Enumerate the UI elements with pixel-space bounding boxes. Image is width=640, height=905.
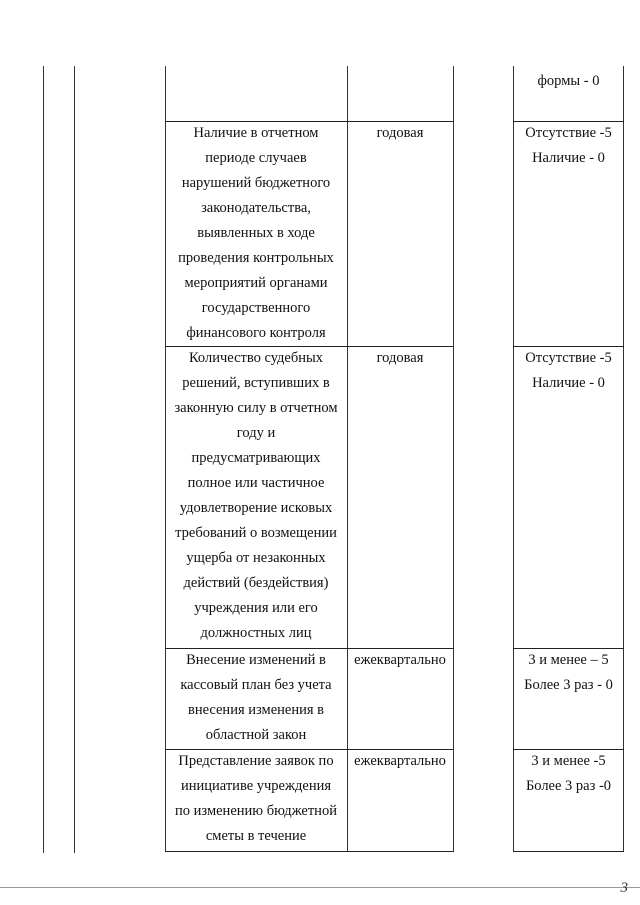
criterion-line: периоде случаев (205, 150, 307, 166)
left-border-line (43, 66, 44, 853)
table-border (623, 66, 624, 852)
criterion-line: сметы в течение (205, 828, 307, 844)
criterion-line: государственного (201, 300, 311, 316)
score-cell (513, 66, 624, 94)
page-number: 3 (620, 880, 628, 896)
criterion-line: областной закон (205, 727, 307, 743)
frequency-text: годовая (376, 350, 424, 366)
score-line: Наличие - 0 (532, 375, 605, 391)
criterion-cell (165, 749, 347, 849)
criterion-line: году и (236, 425, 276, 441)
score-cell (513, 749, 624, 799)
criterion-line: должностных лиц (200, 625, 312, 641)
criterion-line: ущерба от незаконных (186, 550, 326, 566)
page-bottom-rule (0, 887, 640, 888)
criterion-line: нарушений бюджетного (181, 175, 331, 191)
criterion-line: мероприятий органами (184, 275, 328, 291)
criterion-cell (165, 648, 347, 748)
row-divider (165, 851, 454, 852)
criterion-cell (165, 121, 347, 346)
score-cell (513, 121, 624, 171)
frequency-cell (347, 346, 453, 371)
criterion-line: законодательства, (201, 200, 311, 216)
frequency-text: годовая (376, 125, 424, 141)
table-border (453, 66, 454, 852)
criterion-line: внесения изменения в (187, 702, 324, 718)
score-line: 3 и менее -5 (531, 753, 606, 769)
score-line: Наличие - 0 (532, 150, 605, 166)
criterion-line: Представление заявок по (178, 753, 334, 769)
criterion-line: Наличие в отчетном (193, 125, 319, 141)
frequency-cell (347, 121, 453, 146)
criterion-line: предусматривающих (191, 450, 321, 466)
score-line: Отсутствие -5 (525, 125, 612, 141)
score-line: 3 и менее – 5 (528, 652, 609, 668)
table-border (513, 66, 514, 852)
criterion-line: полное или частичное (187, 475, 325, 491)
score-cell (513, 648, 624, 698)
criterion-line: Количество судебных (188, 350, 323, 366)
row-divider (513, 851, 624, 852)
criterion-line: удовлетворение исковых (179, 500, 333, 516)
criterion-line: инициативе учреждения (180, 778, 332, 794)
criterion-line: учреждения или его (194, 600, 318, 616)
frequency-text: ежеквартально (354, 753, 446, 769)
criterion-line: кассовый план без учета (180, 677, 332, 693)
criterion-line: по изменению бюджетной (175, 803, 337, 819)
criterion-line: требований о возмещении (175, 525, 337, 541)
frequency-cell (347, 648, 453, 673)
score-cell (513, 346, 624, 396)
criterion-cell (165, 346, 347, 646)
criterion-line: Внесение изменений в (186, 652, 326, 668)
table-border (347, 66, 348, 852)
criterion-line: выявленных в ходе (197, 225, 315, 241)
score-line: Более 3 раз - 0 (524, 677, 613, 693)
score-line: формы - 0 (537, 73, 600, 89)
score-line: Более 3 раз -0 (525, 778, 612, 794)
criterion-line: проведения контрольных (178, 250, 334, 266)
criterion-line: законную силу в отчетном (174, 400, 338, 416)
criterion-line: решений, вступивших в (182, 375, 330, 391)
frequency-text: ежеквартально (354, 652, 446, 668)
frequency-cell (347, 749, 453, 774)
criterion-line: действий (бездействия) (183, 575, 329, 591)
score-line: Отсутствие -5 (525, 350, 612, 366)
criterion-line: финансового контроля (186, 325, 326, 341)
left-border-line (74, 66, 75, 853)
